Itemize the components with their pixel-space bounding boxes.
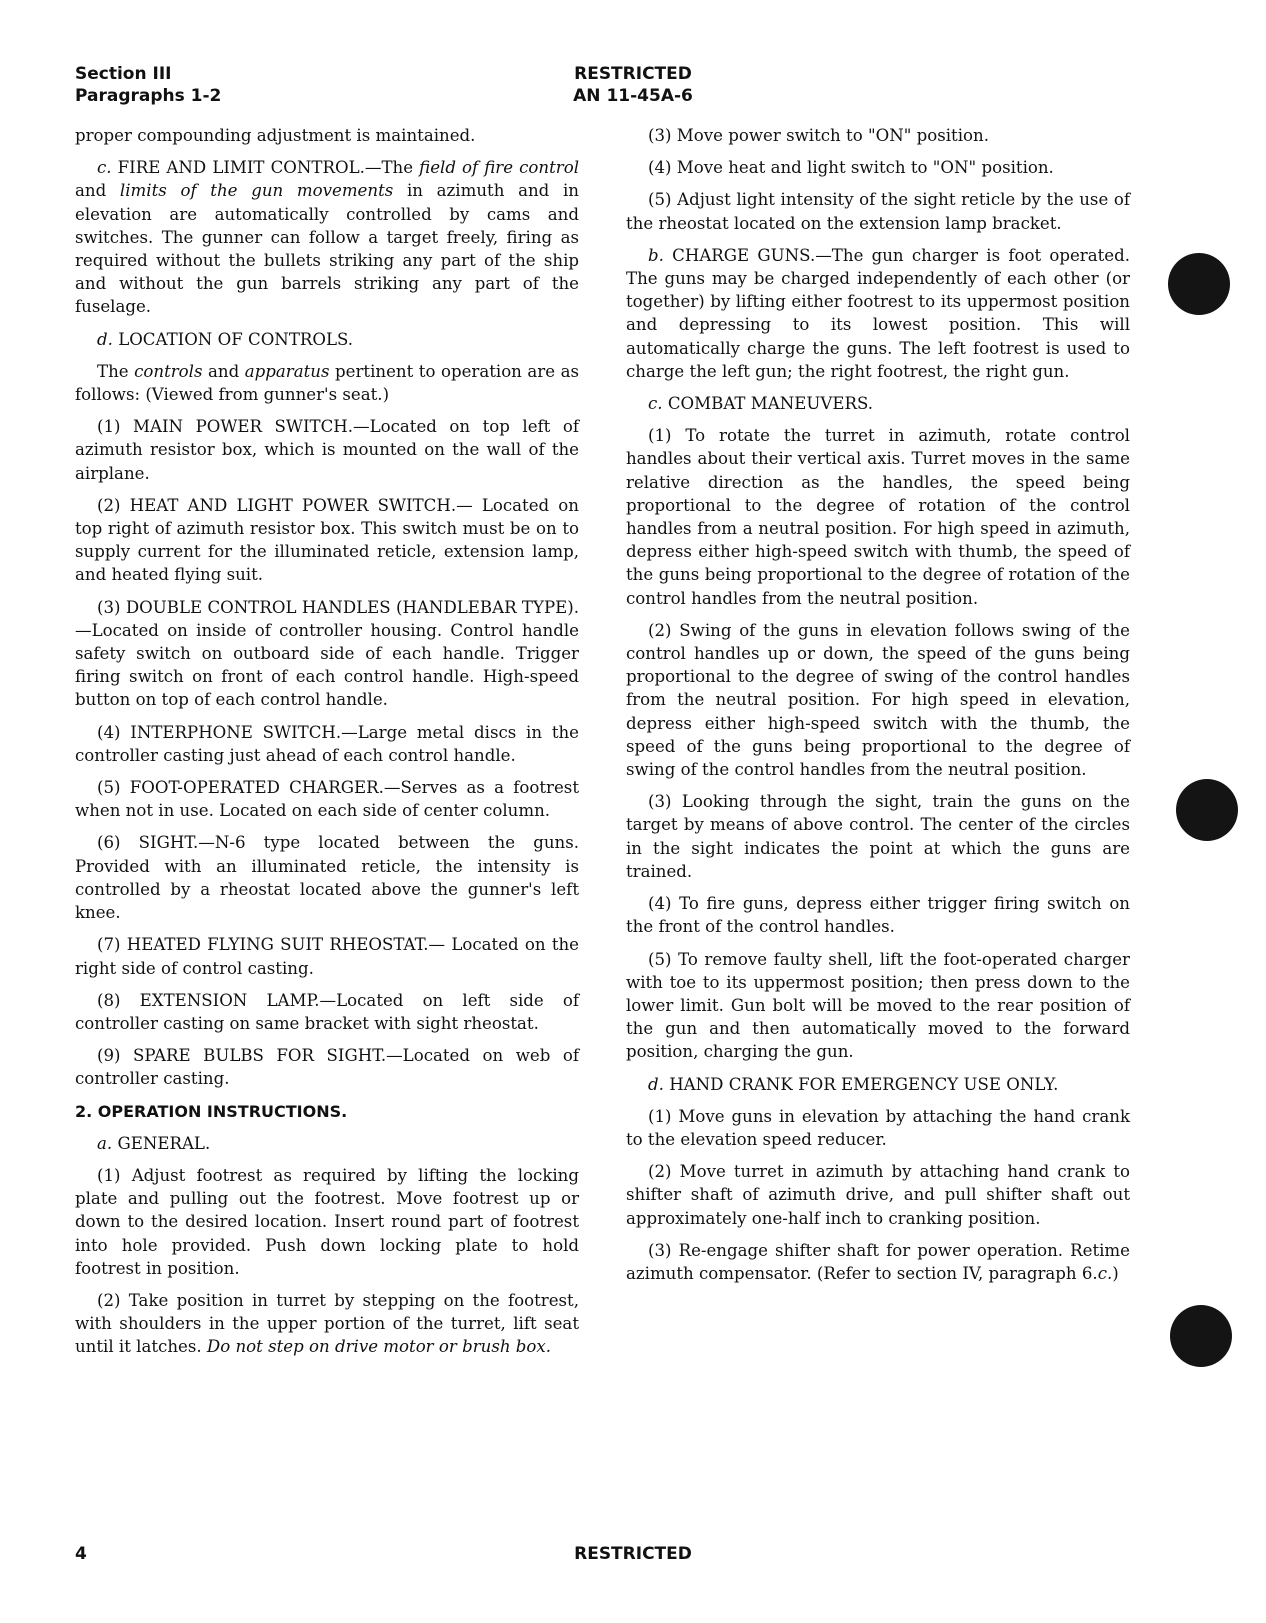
list-item: (2) Move turret in azimuth by attaching hand crank to shifter shaft of azimuth drive, and pull shifter shaft out approximately one-half inch to cranking position. (626, 1162, 1130, 1228)
left-column (75, 124, 579, 1368)
list-item: (2) Swing of the guns in elevation follows swing of the control handles up or down, the speed of the guns being proportional to the degree of swing of the control handles from the neutral position. For high speed in elevation, depress either high-speed switch with the thumb, the speed of the guns being proportional to the degree of swing of the control handles from the neutral position. (626, 620, 1130, 780)
list-item: (3) Re-engage shifter shaft for power operation. Retime azimuth compensator. (Refer to section IV, paragraph 6.c.) (626, 1240, 1130, 1283)
list-item: (4) Move heat and light switch to "ON" position. (648, 158, 1054, 178)
page-number: 4 (75, 1544, 87, 1564)
paragraphs-label: Paragraphs 1-2 (75, 86, 222, 106)
list-item: (1) MAIN POWER SWITCH.—Located on top left of azimuth resistor box, which is mounted on the wall of the airplane. (75, 417, 579, 483)
doc-number: AN 11-45A-6 (573, 86, 693, 106)
paragraph-fire-limit-control: c. FIRE AND LIMIT CONTROL.—The field of fire control and limits of the gun movements in azimuth and in elevation are automatically controlled by cams and switches. The gunner can follow a target freely, firing as required without the bullets striking any part of the ship and without the gun barrels striking any part of the fuselage. (75, 158, 580, 317)
section-heading-operation-instructions: 2. OPERATION INSTRUCTIONS. (75, 1101, 348, 1121)
header-classification: RESTRICTED (574, 64, 692, 84)
binder-hole-top (1168, 253, 1230, 315)
subheading-combat-maneuvers: c. COMBAT MANEUVERS. (648, 394, 873, 414)
list-item: (1) Move guns in elevation by attaching the hand crank to the elevation speed reducer. (626, 1106, 1130, 1149)
list-item: (3) DOUBLE CONTROL HANDLES (HANDLEBAR TYPE).—Located on inside of controller housing. Control handle safety switch on outboard side of each handle. Trigger firing switch on front of each control handle. High-speed button on top of each control handle. (75, 597, 579, 710)
list-item: (1) To rotate the turret in azimuth, rotate control handles about their vertical axis. Turret moves in the same relative direction as the handles, the speed being proportional to the degree of rotation of the control handles from a neutral position. For high speed in azimuth, depress either high-speed switch with thumb, the speed of the guns being proportional to the degree of rotation of the control handles from the neutral position. (626, 426, 1130, 608)
subheading-location-of-controls: d. LOCATION OF CONTROLS. (97, 329, 354, 349)
list-item: (3) Looking through the sight, train the guns on the target by means of above control. The center of the circles in the sight indicates the point at which the guns are trained. (626, 792, 1130, 881)
paragraph-charge-guns: b. CHARGE GUNS.—The gun charger is foot operated. The guns may be charged independently of each other (or together) by lifting either footrest to its uppermost position and depressing to its lowest position. This will automatically charge the guns. The left footrest is used to charge the left gun; the right footrest, the right gun. (626, 245, 1131, 381)
footer-classification: RESTRICTED (574, 1544, 692, 1564)
binder-hole-bottom (1170, 1305, 1232, 1367)
header-center (0, 63, 1266, 107)
list-item: (5) FOOT-OPERATED CHARGER.—Serves as a footrest when not in use. Located on each side of center column. (75, 778, 579, 821)
list-item: (7) HEATED FLYING SUIT RHEOSTAT.— Located on the right side of control casting. (75, 935, 579, 978)
paragraph: proper compounding adjustment is maintained. (75, 126, 476, 145)
list-item: (2) Take position in turret by stepping on the footrest, with shoulders in the upper portion of the turret, lift seat until it latches. Do not step on drive motor or brush box. (75, 1290, 579, 1357)
list-item: (5) To remove faulty shell, lift the foot-operated charger with toe to its uppermost position; then press down to the lower limit. Gun bolt will be moved to the rear position of the gun and then automatically moved to the forward position, charging the gun. (626, 949, 1130, 1062)
list-item: (4) To fire guns, depress either trigger firing switch on the front of the control handles. (626, 894, 1130, 937)
list-item: (4) INTERPHONE SWITCH.—Large metal discs in the controller casting just ahead of each control handle. (75, 722, 579, 765)
list-item: (8) EXTENSION LAMP.—Located on left side of controller casting on same bracket with sight rheostat. (75, 990, 579, 1033)
section-label: Section III (75, 64, 172, 84)
right-column (626, 124, 1130, 1294)
list-item: (6) SIGHT.—N-6 type located between the guns. Provided with an illuminated reticle, the intensity is controlled by a rheostat located above the gunner's left knee. (75, 833, 579, 923)
list-item: (1) Adjust footrest as required by lifting the locking plate and pulling out the footrest. Move footrest up or down to the desired location. Insert round part of footrest into hole provided. Push down locking plate to hold footrest in position. (75, 1165, 579, 1278)
paragraph-controls-intro: The controls and apparatus pertinent to operation are as follows: (Viewed from gunner's seat.) (75, 361, 579, 405)
subheading-general: a. GENERAL. (97, 1133, 211, 1153)
list-item: (2) HEAT AND LIGHT POWER SWITCH.— Located on top right of azimuth resistor box. This switch must be on to supply current for the illuminated reticle, extension lamp, and heated flying suit. (75, 495, 579, 585)
list-item: (3) Move power switch to "ON" position. (648, 126, 989, 145)
list-item: (5) Adjust light intensity of the sight reticle by the use of the rheostat located on the extension lamp bracket. (626, 190, 1130, 233)
list-item: (9) SPARE BULBS FOR SIGHT.—Located on web of controller casting. (75, 1046, 579, 1089)
subheading-hand-crank: d. HAND CRANK FOR EMERGENCY USE ONLY. (648, 1074, 1059, 1094)
binder-hole-middle (1176, 779, 1238, 841)
